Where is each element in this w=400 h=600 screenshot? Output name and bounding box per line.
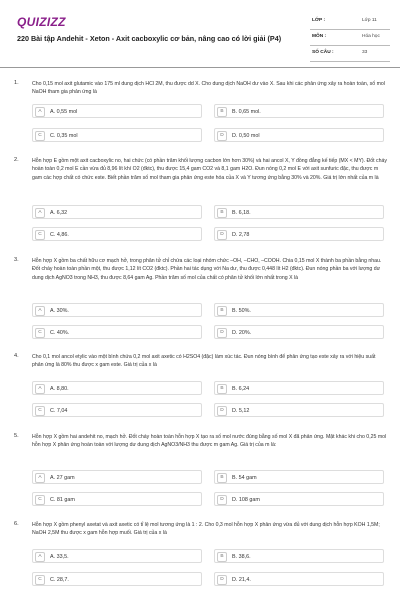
option-letter: B: [217, 107, 227, 117]
option-letter: D: [217, 406, 227, 416]
option-text: D. 2,78: [232, 231, 250, 238]
option-text: C. 40%.: [50, 329, 70, 336]
option-letter: C: [35, 328, 45, 338]
header-divider: [0, 67, 400, 68]
option-text: D. 20%.: [232, 329, 252, 336]
option-text: A. 6,32: [50, 209, 68, 216]
option-a[interactable]: [32, 549, 202, 563]
question-text: Hỗn hợp X gồm phenyl axetat và axit axetic có tỉ lệ mol tương ứng là 1 : 2. Cho 0,3 mol hỗn hợp X phản ứng vừa đủ với dung dịch hỗn hợp KOH 1,5M; NaOH 2,5M thu được x gam hỗn hợp muối. Giá trị của x là: [32, 522, 380, 537]
option-letter: D: [217, 131, 227, 141]
option-text: D. 21,4.: [232, 576, 251, 583]
option-letter: A: [35, 473, 45, 483]
option-text: C. 28,7.: [50, 576, 69, 583]
option-text: A. 0,55 mol: [50, 108, 78, 115]
option-text: A. 27 gam: [50, 474, 75, 481]
option-c[interactable]: [32, 227, 202, 241]
meta-row-subject: [310, 30, 390, 46]
option-letter: D: [217, 328, 227, 338]
option-letter: B: [217, 473, 227, 483]
question-number: 3.: [14, 257, 19, 263]
meta-value: Lớp 11: [362, 18, 377, 23]
option-c[interactable]: [32, 403, 202, 417]
option-text: A. 30%.: [50, 307, 69, 314]
option-a[interactable]: [32, 303, 202, 317]
option-text: A. 8,80.: [50, 385, 69, 392]
meta-key: MÔN :: [312, 34, 327, 39]
option-d[interactable]: [214, 492, 384, 506]
option-b[interactable]: [214, 104, 384, 118]
option-text: B. 54 gam: [232, 474, 257, 481]
option-text: A. 33,5.: [50, 553, 69, 560]
option-text: B. 6,18.: [232, 209, 251, 216]
option-d[interactable]: [214, 128, 384, 142]
meta-key: SỐ CÂU :: [312, 50, 334, 55]
question-number: 1.: [14, 80, 19, 86]
option-c[interactable]: [32, 572, 202, 586]
option-letter: B: [217, 306, 227, 316]
option-d[interactable]: [214, 227, 384, 241]
option-b[interactable]: [214, 470, 384, 484]
question-number: 2.: [14, 157, 19, 163]
meta-row-count: [310, 46, 390, 62]
option-d[interactable]: [214, 403, 384, 417]
option-letter: C: [35, 406, 45, 416]
question-number: 6.: [14, 521, 19, 527]
option-c[interactable]: [32, 325, 202, 339]
question-text: Hỗn hợp X gồm ba chất hữu cơ mạch hở, trong phân tử chỉ chứa các loại nhóm chức –OH, –CHO, –COOH. Chia 0,15 mol X thành ba phần bằng nhau. Đốt cháy hoàn toàn phần một, thu được 1,12 lít CO2 (đktc). Phần hai tác dụng với Na dư, thu được 0,448 lít H2 (đktc). Đun nóng phần ba với lượng dư dung dịch AgNO3 trong NH3, thu được 8,64 gam Ag. Phần trăm số mol của chất có phân tử khối lớn nhất trong X là: [32, 258, 382, 281]
option-text: C. 4,86.: [50, 231, 69, 238]
question-number: 4.: [14, 353, 19, 359]
option-d[interactable]: [214, 572, 384, 586]
option-letter: B: [217, 552, 227, 562]
meta-row-grade: [310, 14, 390, 30]
option-b[interactable]: [214, 205, 384, 219]
option-letter: C: [35, 230, 45, 240]
option-b[interactable]: [214, 549, 384, 563]
option-text: D. 0,50 mol: [232, 132, 260, 139]
question-text: Cho 0,1 mol ancol etylic vào một bình chứa 0,2 mol axit axetic có H2SO4 (đặc) làm xúc tác. Đun nóng bình để phản ứng tạo este xảy ra với hiệu suất phản ứng là 80% thu được x gam este. Giá trị của x là: [32, 354, 376, 369]
option-letter: D: [217, 495, 227, 505]
option-d[interactable]: [214, 325, 384, 339]
quizizz-logo: QUIZIZZ: [17, 15, 66, 29]
option-text: C. 81 gam: [50, 496, 75, 503]
option-text: B. 6,24: [232, 385, 250, 392]
option-c[interactable]: [32, 128, 202, 142]
option-text: B. 0,65 mol.: [232, 108, 261, 115]
meta-value: 33: [362, 50, 368, 55]
option-letter: C: [35, 495, 45, 505]
option-letter: D: [217, 575, 227, 585]
option-text: C. 7,04: [50, 407, 68, 414]
option-letter: D: [217, 230, 227, 240]
option-letter: A: [35, 208, 45, 218]
question-text: Hỗn hợp X gồm hai andehit no, mạch hở. Đốt cháy hoàn toàn hỗn hợp X tạo ra số mol nước đúng bằng số mol X đã phản ứng. Mặt khác khi cho 0,25 mol hỗn hợp X phản ứng hoàn toàn với lượng dư dung dịch AgNO3/NH3 thu được m gam Ag. Giá trị của m là:: [32, 434, 387, 449]
option-letter: A: [35, 552, 45, 562]
option-text: B. 50%.: [232, 307, 251, 314]
question-text: Hỗn hợp E gồm một axit cacboxylic no, hai chức (có phần trăm khối lượng cacbon lớn hơn 30%) và hai ancol X, Y đồng đẳng kế tiếp (MX < MY). Đốt cháy hoàn toàn 0,2 mol E cần vừa đủ 8,96 lít khí O2 (đktc), thu được 15,4 gam CO2 và 8,1 gam H2O. Đun nóng 0,2 mol E với axit sunfuric đặc, thu được m gam các hợp chất có chức este. Biết phần trăm số mol tham gia phản ứng este hóa của X và Y tương ứng bằng 30% và 20%. Giá trị lớn nhất của m là: [32, 158, 387, 181]
option-letter: A: [35, 384, 45, 394]
option-text: D. 5,12: [232, 407, 250, 414]
option-a[interactable]: [32, 205, 202, 219]
page-title: 220 Bài tập Andehit - Xeton - Axit cacboxylic cơ bản, nâng cao có lời giải (P4): [17, 34, 282, 43]
meta-table: [310, 14, 390, 62]
option-text: B. 38,6.: [232, 553, 251, 560]
option-letter: A: [35, 107, 45, 117]
question-text: Cho 0,15 mol axit glutamic vào 175 ml dung dịch HCl 2M, thu được dd X. Cho dung dịch NaOH dư vào X. Sau khi các phản ứng xảy ra hoàn toàn, số mol NaOH tham gia phản ứng là: [32, 81, 385, 96]
option-letter: B: [217, 384, 227, 394]
option-a[interactable]: [32, 104, 202, 118]
option-letter: C: [35, 575, 45, 585]
option-letter: C: [35, 131, 45, 141]
option-text: C. 0,35 mol: [50, 132, 78, 139]
meta-value: Hóa học: [362, 34, 380, 39]
option-a[interactable]: [32, 470, 202, 484]
option-c[interactable]: [32, 492, 202, 506]
question-number: 5.: [14, 433, 19, 439]
meta-key: LỚP :: [312, 18, 326, 23]
option-b[interactable]: [214, 303, 384, 317]
option-letter: B: [217, 208, 227, 218]
option-b[interactable]: [214, 381, 384, 395]
option-text: D. 108 gam: [232, 496, 260, 503]
header: [0, 0, 400, 64]
option-a[interactable]: [32, 381, 202, 395]
option-letter: A: [35, 306, 45, 316]
